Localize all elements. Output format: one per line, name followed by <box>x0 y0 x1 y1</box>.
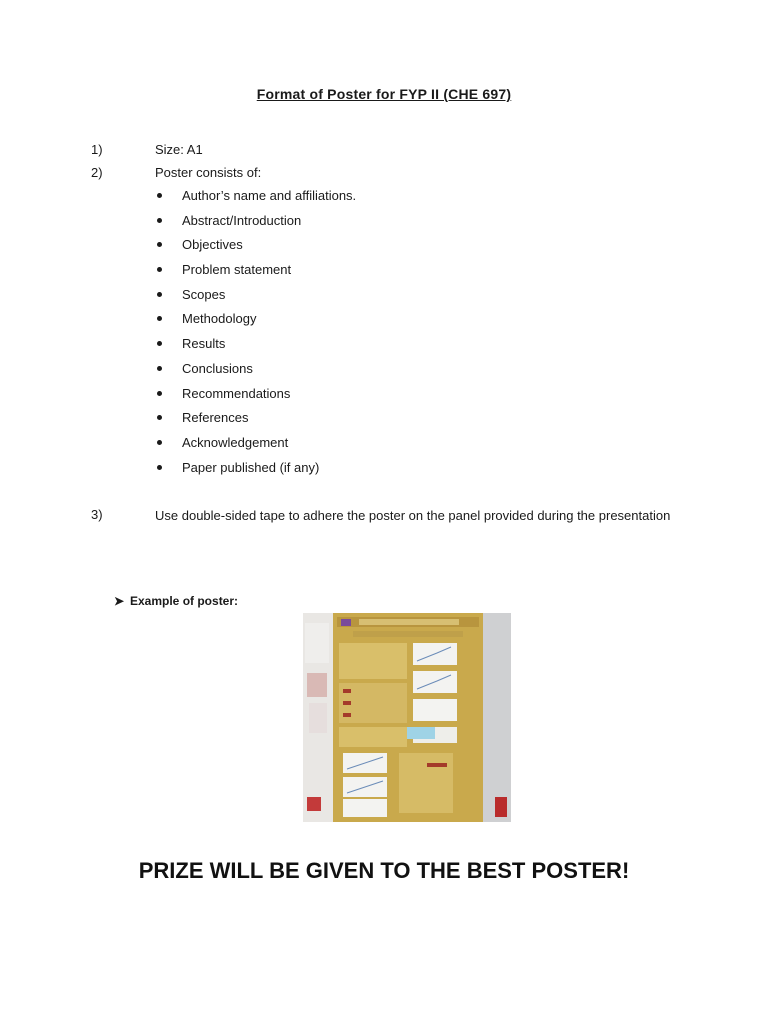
list-item: Conclusions <box>155 359 356 384</box>
item-number-1: 1) <box>91 142 103 157</box>
item-text-poster-consists: Poster consists of: <box>155 165 262 180</box>
list-item: Abstract/Introduction <box>155 211 356 236</box>
list-item: Acknowledgement <box>155 433 356 458</box>
bullet-icon <box>157 267 162 272</box>
list-item: References <box>155 408 356 433</box>
prize-announcement: PRIZE WILL BE GIVEN TO THE BEST POSTER! <box>138 858 630 883</box>
arrowhead-bullet-icon: ➤ <box>114 594 125 608</box>
bullet-icon <box>157 366 162 371</box>
poster-photo-illustration <box>303 613 511 822</box>
bullet-icon <box>157 440 162 445</box>
bullet-icon <box>157 218 162 223</box>
item-number-3: 3) <box>91 507 103 522</box>
bullet-icon <box>157 391 162 396</box>
list-item: Paper published (if any) <box>155 458 356 483</box>
item-number-2: 2) <box>91 165 103 180</box>
bullet-icon <box>157 292 162 297</box>
bullet-icon <box>157 341 162 346</box>
list-item: Methodology <box>155 309 356 334</box>
item-text-size: Size: A1 <box>155 142 203 157</box>
example-label: ➤ Example of poster: <box>114 594 239 608</box>
document-title: Format of Poster for FYP II (CHE 697) <box>256 86 512 102</box>
bullet-icon <box>157 316 162 321</box>
list-item: Recommendations <box>155 384 356 409</box>
poster-example-photo <box>303 613 511 822</box>
list-item: Results <box>155 334 356 359</box>
bullet-icon <box>157 193 162 198</box>
list-item: Scopes <box>155 285 356 310</box>
poster-contents-list <box>155 186 356 482</box>
list-item: Author’s name and affiliations. <box>155 186 356 211</box>
list-item: Objectives <box>155 235 356 260</box>
bullet-icon <box>157 465 162 470</box>
list-item: Problem statement <box>155 260 356 285</box>
item-text-tape: Use double-sided tape to adhere the poster on the panel provided during the presentation <box>155 508 671 523</box>
bullet-icon <box>157 415 162 420</box>
bullet-icon <box>157 242 162 247</box>
